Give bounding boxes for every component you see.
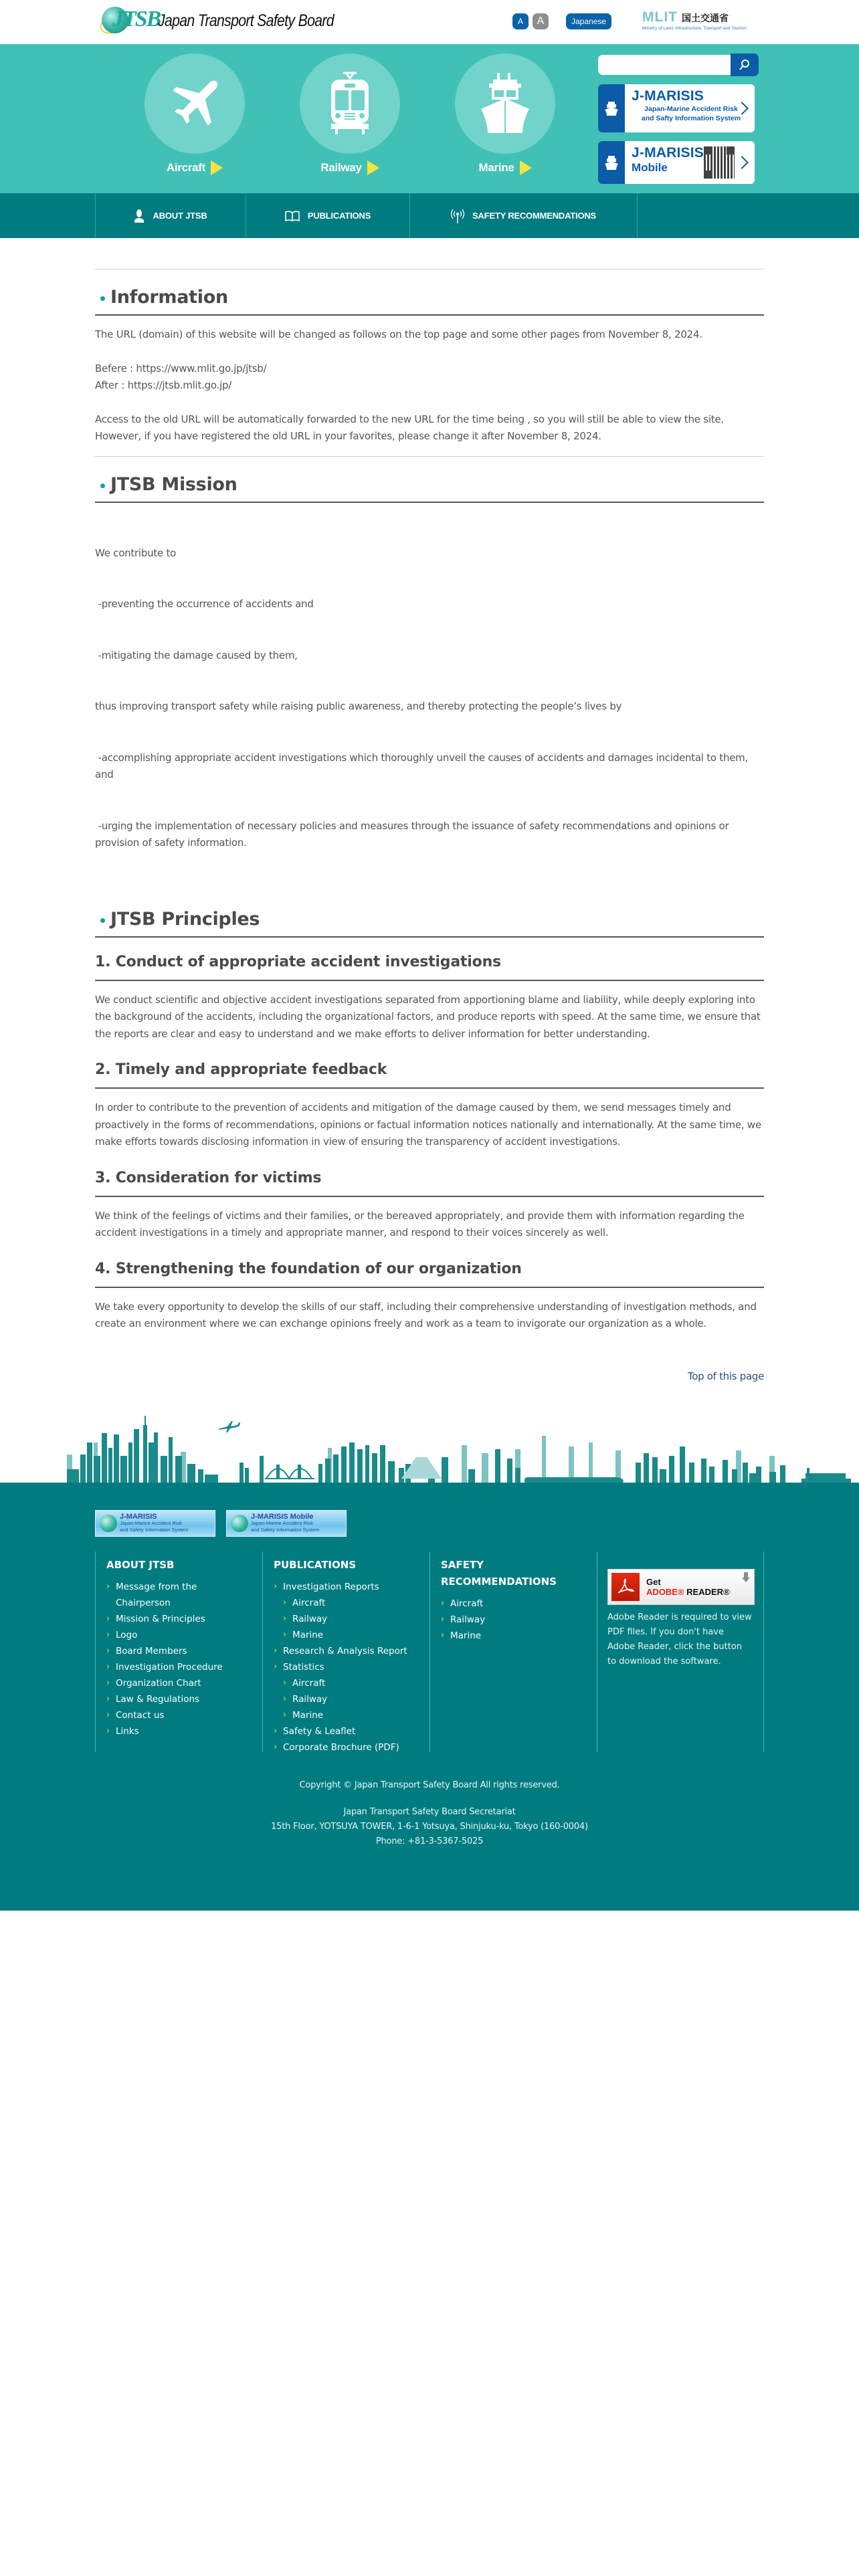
footer-link[interactable] xyxy=(106,1707,252,1723)
footer-link-label: Investigation Procedure xyxy=(116,1661,223,1673)
arrow-right-icon xyxy=(520,160,532,175)
footer-link[interactable] xyxy=(441,1628,586,1644)
principle-heading-2: 2. Timely and appropriate feedback xyxy=(95,1045,764,1089)
chevron-right-icon: › xyxy=(283,1613,287,1624)
category-aircraft[interactable] xyxy=(145,53,245,175)
principle-heading-1: 1. Conduct of appropriate accident investigations xyxy=(95,938,764,981)
footer-link-label: Logo xyxy=(116,1629,138,1640)
footer-link-label: Board Members xyxy=(116,1645,187,1656)
adobe-note: Adobe Reader is required to view PDF files. If you don't have Adobe Reader, click the button to download the software. xyxy=(607,1612,752,1667)
principle-body-1: We conduct scientific and objective accident investigations separated from apportioning blame and liability, while deeply exploring into the background of the accidents, including the organizational factors, and produce reports with speed. At the same time, we ensure that the reports are clear and easy to understand and we make efforts to deliver information for better understanding. xyxy=(95,993,761,1040)
mission-line: -accomplishing appropriate accident investigations which thoroughly unveil the causes of accidents and damages incidental to them, and xyxy=(95,751,751,780)
chevron-right-icon: › xyxy=(274,1741,278,1752)
site-header xyxy=(0,0,859,44)
footer-banners xyxy=(95,1510,764,1537)
information-intro: The URL (domain) of this website will be changed as follows on the top page and some other pages from November 8, 2024. xyxy=(95,328,702,340)
footer-link-label: Links xyxy=(116,1725,139,1737)
mlit-japanese-name: 国土交通省 xyxy=(681,13,729,24)
nav-safety-recommendations[interactable] xyxy=(410,193,638,238)
information-urls xyxy=(95,360,764,395)
mission-section xyxy=(95,457,764,886)
chevron-right-icon: › xyxy=(441,1614,445,1624)
broadcast-icon xyxy=(451,209,464,223)
footer-safety-heading: SAFETY RECOMMENDATIONS xyxy=(441,1558,557,1588)
category-railway[interactable] xyxy=(300,53,400,175)
bullet-dot-icon xyxy=(100,296,105,301)
banner-line: and Safety Information System xyxy=(120,1526,189,1533)
chevron-right-icon: › xyxy=(441,1630,445,1640)
font-size-small-button[interactable]: A xyxy=(512,13,529,29)
footer-link-label: Marine xyxy=(450,1630,482,1641)
mission-heading: JTSB Mission xyxy=(95,457,764,503)
chevron-right-icon: › xyxy=(441,1598,445,1608)
category-aircraft-label: Aircraft xyxy=(166,161,206,174)
j-marisis-title: J-MARISIS xyxy=(632,88,704,104)
nav-publications[interactable] xyxy=(246,193,410,238)
banner-line: and Safety Information System xyxy=(251,1526,320,1533)
information-heading: Information xyxy=(95,270,764,316)
footer-link-label: Statistics xyxy=(283,1661,324,1673)
qr-code-icon xyxy=(704,146,735,179)
footer-link-label: Mission & Principles xyxy=(116,1613,205,1624)
main-content xyxy=(95,238,764,1382)
banner-title: J-MARISIS Mobile xyxy=(251,1512,314,1521)
j-marisis-link[interactable] xyxy=(598,84,755,132)
mission-line: -urging the implementation of necessary policies and measures through the issuance of safety recommendations and opinions or provision of safety information. xyxy=(95,819,732,849)
j-marisis-subtitle-1: Japan-Marine Accident Risk xyxy=(644,105,738,113)
skyline-graphic xyxy=(0,1416,859,1488)
chevron-right-icon: › xyxy=(106,1629,110,1640)
footer-link[interactable] xyxy=(274,1595,419,1611)
chevron-right-icon: › xyxy=(106,1709,110,1720)
jtsb-logo-icon xyxy=(231,1515,248,1532)
top-of-page-link[interactable]: Top of this page xyxy=(687,1370,764,1382)
adobe-get-label: Get xyxy=(646,1576,661,1587)
footer-link-label: Message from the Chairperson xyxy=(116,1581,197,1608)
font-size-large-button[interactable]: A xyxy=(533,13,549,29)
address-line: 15th Floor, YOTSUYA TOWER, 1-6-1 Yotsuya, Shinjuku-ku, Tokyo (160-0004) xyxy=(271,1821,588,1832)
footer-link-label: Aircraft xyxy=(292,1597,326,1608)
footer-link[interactable] xyxy=(274,1707,419,1723)
chevron-right-icon: › xyxy=(283,1709,287,1720)
footer-link[interactable] xyxy=(441,1612,586,1628)
footer-link-label: Law & Regulations xyxy=(116,1693,200,1705)
footer-link[interactable] xyxy=(106,1723,252,1739)
adobe-pdf-icon xyxy=(611,1573,640,1601)
address-line: Japan Transport Safety Board Secretariat xyxy=(343,1806,516,1817)
information-before-url: Befere : https://www.mlit.go.jp/jtsb/ xyxy=(95,362,267,374)
adobe-brand-label: ADOBE xyxy=(646,1586,678,1597)
footer-link-label: Railway xyxy=(450,1614,486,1625)
copyright: Copyright © Japan Transport Safety Board All rights reserved. xyxy=(299,1780,560,1790)
category-railway-label: Railway xyxy=(320,161,362,174)
chevron-right-icon: › xyxy=(106,1677,110,1688)
footer-link-label: Corporate Brochure (PDF) xyxy=(283,1741,399,1753)
address-line: Phone: +81-3-5367-5025 xyxy=(375,1836,484,1846)
footer-link-label: Railway xyxy=(292,1693,328,1705)
chevron-right-icon: › xyxy=(274,1645,278,1656)
search-icon xyxy=(739,59,751,71)
footer-link-label: Aircraft xyxy=(292,1677,326,1689)
principle-heading-3: 3. Consideration for victims xyxy=(95,1154,764,1197)
footer-link[interactable] xyxy=(274,1643,419,1659)
footer-address xyxy=(95,1805,764,1849)
chevron-right-icon: › xyxy=(106,1725,110,1736)
download-arrow-icon xyxy=(742,1572,750,1583)
site-title: Japan Transport Safety Board xyxy=(158,11,334,30)
mission-line: -preventing the occurrence of accidents and xyxy=(95,598,314,610)
mission-line: thus improving transport safety while raising public awareness, and thereby protecting the people’s lives by xyxy=(95,700,622,712)
principle-body-3: We think of the feelings of victims and their families, or the bereaved appropriately, and provide them with information regarding the accident investigations in a timely and appropriate manner, and respond to their voices sincerely as well. xyxy=(95,1209,745,1239)
jtsb-logo-icon: JTSB xyxy=(99,3,153,39)
footer-link[interactable] xyxy=(106,1643,252,1659)
j-marisis-mobile-link[interactable] xyxy=(598,141,755,184)
bullet-dot-icon xyxy=(100,484,105,488)
nav-publications-label: PUBLICATIONS xyxy=(307,211,371,221)
footer-link-label: Research & Analysis Report xyxy=(283,1645,407,1656)
principle-body-4: We take every opportunity to develop the skills of our staff, including their comprehensive understanding of investigation methods, and create an environment where we can exchange opinions freely and work as a team to invigorate our organization as a whole. xyxy=(95,1300,757,1329)
ship-icon xyxy=(455,53,555,154)
arrow-right-icon xyxy=(211,160,223,175)
mission-text xyxy=(95,503,764,886)
book-icon xyxy=(285,211,300,221)
chevron-right-icon: › xyxy=(106,1613,110,1624)
jtsb-logo-icon xyxy=(100,1515,117,1532)
footer-link-label: Organization Chart xyxy=(116,1677,201,1689)
chevron-right-icon: › xyxy=(106,1661,110,1672)
footer-about-heading: ABOUT JTSB xyxy=(106,1558,175,1571)
mlit-logo: MLIT xyxy=(642,9,678,25)
footer-link[interactable] xyxy=(274,1611,419,1627)
footer-safety-column xyxy=(430,1551,597,1752)
footer-adobe-column xyxy=(597,1551,764,1752)
nav-safety-recommendations-label: SAFETY RECOMMENDATIONS xyxy=(472,211,597,221)
person-icon xyxy=(134,209,145,223)
bullet-dot-icon xyxy=(100,918,105,923)
city-skyline-illustration xyxy=(0,1416,859,1488)
footer-link-label: Investigation Reports xyxy=(283,1581,379,1592)
footer-publications-column xyxy=(262,1551,430,1752)
footer-link[interactable] xyxy=(274,1675,419,1691)
nav-about-jtsb[interactable] xyxy=(96,193,246,238)
header-tools xyxy=(512,13,611,29)
train-icon xyxy=(300,53,400,154)
principles-heading: JTSB Principles xyxy=(95,891,764,938)
j-marisis-mobile-title: J-MARISIS xyxy=(632,145,704,160)
search-button[interactable] xyxy=(731,53,759,76)
footer-link[interactable] xyxy=(274,1739,419,1755)
mlit-logo-link[interactable] xyxy=(642,9,769,31)
category-marine-label: Marine xyxy=(478,161,514,174)
chevron-right-icon: › xyxy=(274,1725,278,1736)
footer-link[interactable] xyxy=(106,1691,252,1707)
footer-link[interactable] xyxy=(106,1659,252,1675)
site-search xyxy=(598,53,759,76)
category-marine[interactable] xyxy=(455,53,555,175)
mission-line: -mitigating the damage caused by them, xyxy=(95,649,298,661)
footer-link[interactable] xyxy=(106,1627,252,1643)
information-note: Access to the old URL will be automatically forwarded to the new URL for the time being , so you will still be able to view the site. However, if you have registered the old URL in your favorites, please change it after November 8, 2024. xyxy=(95,413,724,442)
j-marisis-mobile-subtitle: Mobile xyxy=(632,161,668,174)
principle-heading-4: 4. Strengthening the foundation of our organization xyxy=(95,1245,764,1288)
footer-link[interactable] xyxy=(274,1659,419,1675)
hero-banner xyxy=(0,44,859,193)
chevron-right-icon: › xyxy=(283,1629,287,1640)
mission-line: We contribute to xyxy=(95,546,177,559)
chevron-right-icon: › xyxy=(106,1581,110,1592)
footer-link[interactable] xyxy=(274,1579,419,1595)
chevron-right-icon: › xyxy=(274,1581,278,1592)
j-marisis-mobile-banner[interactable] xyxy=(226,1510,347,1537)
information-after-url: After : https://jtsb.mlit.go.jp/ xyxy=(95,379,232,391)
mlit-subtitle: Ministry of Land, Infrastructure, Transport and Tourism xyxy=(642,26,747,31)
j-marisis-banner[interactable] xyxy=(95,1510,215,1537)
footer-link[interactable] xyxy=(274,1723,419,1739)
main-nav xyxy=(0,193,859,238)
search-input[interactable] xyxy=(598,55,731,75)
arrow-right-icon xyxy=(367,160,379,175)
j-marisis-subtitle-2: and Safty Information System xyxy=(641,114,741,122)
airplane-icon xyxy=(145,53,245,154)
footer-columns xyxy=(95,1551,764,1752)
ship-icon xyxy=(598,84,625,132)
footer-link-label: Marine xyxy=(292,1629,324,1640)
footer-link-label: Railway xyxy=(292,1613,328,1624)
footer-link[interactable] xyxy=(106,1675,252,1691)
adobe-product-label: READER xyxy=(686,1586,724,1597)
site-footer xyxy=(0,1488,859,1911)
footer-link[interactable] xyxy=(106,1611,252,1627)
principles-section xyxy=(95,891,764,1335)
footer-about-column xyxy=(95,1551,262,1752)
chevron-right-icon: › xyxy=(274,1661,278,1672)
principle-body-2: In order to contribute to the prevention of accidents and mitigation of the damage caused by them, we send messages timely and proactively in the forms of recommendations, opinions or factual information notices nationally and internationally. At the same time, we make efforts towards disclosing information in view of ensuring the transparency of accident investigations. xyxy=(95,1101,761,1148)
chevron-right-icon: › xyxy=(106,1693,110,1704)
banner-line: Japan-Marine Accident Risk xyxy=(251,1519,313,1526)
chevron-right-icon: › xyxy=(283,1597,287,1608)
japanese-language-button[interactable]: Japanese xyxy=(566,13,611,29)
footer-link-label: Marine xyxy=(292,1709,324,1721)
footer-link[interactable] xyxy=(274,1691,419,1707)
get-adobe-reader-button[interactable]: Get ADOBE® READER® xyxy=(607,1569,755,1605)
site-logo[interactable] xyxy=(99,3,365,39)
chevron-right-icon: › xyxy=(283,1677,287,1688)
information-section xyxy=(95,270,764,457)
footer-link-label: Contact us xyxy=(116,1709,165,1721)
footer-link-label: Safety & Leaflet xyxy=(283,1725,356,1737)
footer-link[interactable] xyxy=(274,1627,419,1643)
footer-link-label: Aircraft xyxy=(450,1598,484,1609)
banner-title: J-MARISIS xyxy=(120,1512,157,1521)
ship-icon xyxy=(598,141,625,184)
banner-line: Japan-Marine Accident Risk xyxy=(120,1519,182,1526)
footer-link[interactable] xyxy=(106,1579,252,1611)
footer-link[interactable] xyxy=(441,1596,586,1612)
nav-about-jtsb-label: ABOUT JTSB xyxy=(153,211,207,221)
chevron-right-icon: › xyxy=(106,1645,110,1656)
footer-publications-heading: PUBLICATIONS xyxy=(274,1558,357,1571)
chevron-right-icon: › xyxy=(283,1693,287,1704)
